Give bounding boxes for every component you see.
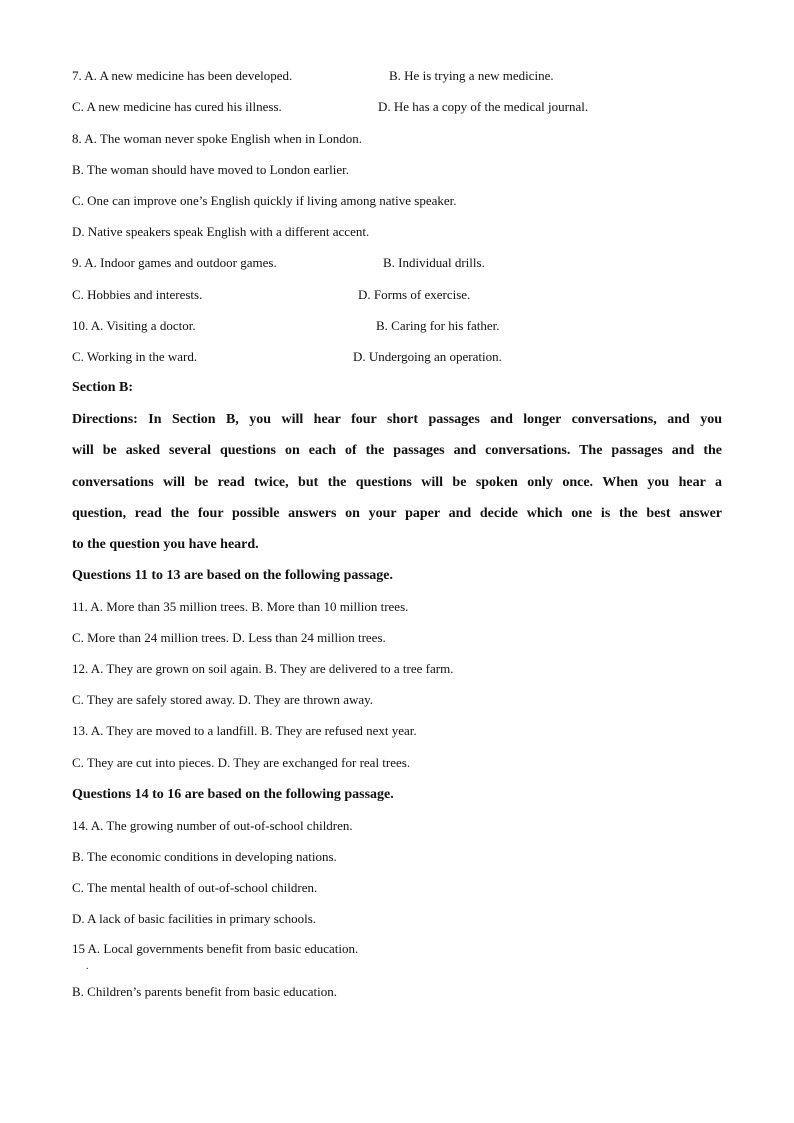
q14-option-b: B. The economic conditions in developing nations. — [72, 849, 337, 864]
section-b-title: Section B: — [72, 380, 134, 395]
q11-options-ab: 11. A. More than 35 million trees. B. More than 10 million trees. — [72, 599, 409, 614]
q8-option-c: C. One can improve one’s English quickly if living among native speaker. — [72, 193, 457, 208]
passage1-heading: Questions 11 to 13 are based on the following passage. — [72, 568, 393, 583]
stray-dot: . — [86, 961, 89, 972]
q12-options-ab: 12. A. They are grown on soil again. B. They are delivered to a tree farm. — [72, 661, 454, 676]
q7-option-a: 7. A. A new medicine has been developed. — [72, 68, 293, 83]
q13-options-ab: 13. A. They are moved to a landfill. B. They are refused next year. — [72, 723, 417, 738]
q9-option-d: D. Forms of exercise. — [358, 287, 471, 302]
q13-options-cd: C. They are cut into pieces. D. They are exchanged for real trees. — [72, 755, 411, 770]
q10-option-b: B. Caring for his father. — [376, 318, 500, 333]
q11-options-cd: C. More than 24 million trees. D. Less than 24 million trees. — [72, 630, 386, 645]
q14-option-a: 14. A. The growing number of out-of-school children. — [72, 818, 353, 833]
q15-option-b: B. Children’s parents benefit from basic education. — [72, 984, 337, 999]
q7-option-b: B. He is trying a new medicine. — [389, 68, 554, 83]
q8-option-a: 8. A. The woman never spoke English when in London. — [72, 131, 363, 146]
q9-option-b: B. Individual drills. — [383, 255, 485, 270]
q8-option-b: B. The woman should have moved to London earlier. — [72, 162, 350, 177]
q9-option-c: C. Hobbies and interests. — [72, 287, 203, 302]
q12-options-cd: C. They are safely stored away. D. They are thrown away. — [72, 692, 374, 707]
q14-option-c: C. The mental health of out-of-school children. — [72, 880, 318, 895]
section-b-directions-line: question, read the four possible answers on your paper and decide which one is the best answer — [72, 506, 722, 521]
q7-option-d: D. He has a copy of the medical journal. — [378, 99, 589, 114]
q9-option-a: 9. A. Indoor games and outdoor games. — [72, 255, 277, 270]
q10-option-d: D. Undergoing an operation. — [353, 349, 502, 364]
section-b-directions-line: will be asked several questions on each of the passages and conversations. The passages and the — [72, 443, 722, 458]
q8-option-d: D. Native speakers speak English with a different accent. — [72, 224, 370, 239]
q10-option-c: C. Working in the ward. — [72, 349, 198, 364]
section-b-directions-line: conversations will be read twice, but the questions will be spoken only once. When you hear a — [72, 475, 722, 490]
q14-option-d: D. A lack of basic facilities in primary schools. — [72, 911, 317, 926]
passage2-heading: Questions 14 to 16 are based on the following passage. — [72, 787, 394, 802]
section-b-directions-line: Directions: In Section B, you will hear four short passages and longer conversations, and you — [72, 412, 722, 427]
q7-option-c: C. A new medicine has cured his illness. — [72, 99, 282, 114]
q15-option-a: 15 A. Local governments benefit from basic education. — [72, 941, 359, 956]
q10-option-a: 10. A. Visiting a doctor. — [72, 318, 196, 333]
section-b-directions-line: to the question you have heard. — [72, 537, 259, 552]
